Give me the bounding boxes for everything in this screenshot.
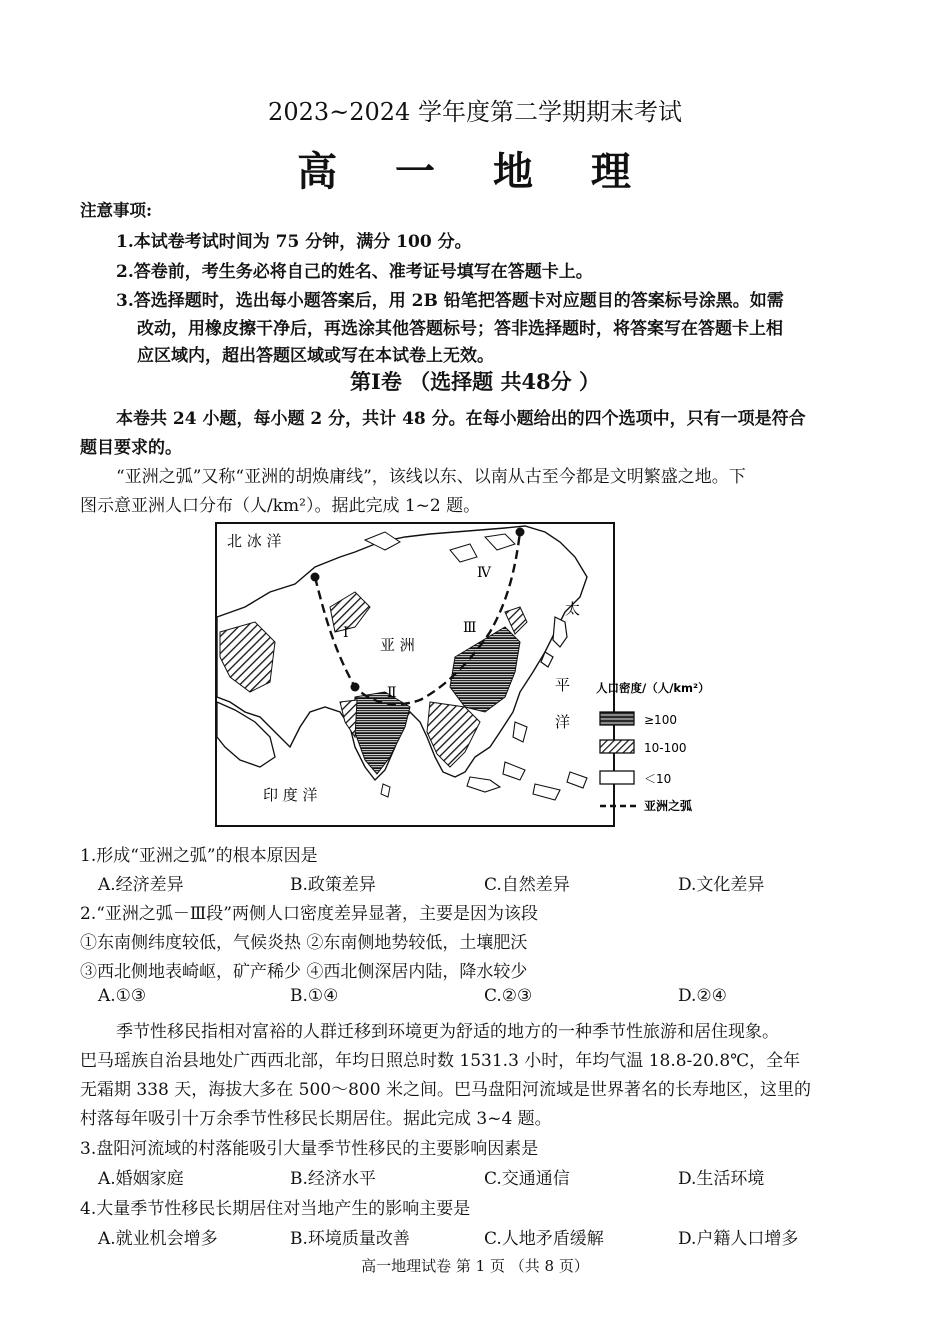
q2-statements-2: ③西北侧地表崎岖，矿产稀少 ④西北侧深居内陆，降水较少 xyxy=(80,962,528,982)
legend-swatch-low xyxy=(600,771,634,784)
q4-option-b: B.环境质量改善 xyxy=(290,1229,410,1249)
asia-population-map xyxy=(215,522,615,827)
notice-heading: 注意事项: xyxy=(80,201,153,220)
q1-option-d: D.文化差异 xyxy=(678,875,765,895)
label-segment-3: Ⅲ xyxy=(463,620,477,636)
q1-stem: 1.形成“亚洲之弧”的根本原因是 xyxy=(80,846,318,866)
notice-item-3-cont: 改动，用橡皮擦干净后，再选涂其他答题标号；答非选择题时，将答案写在答题卡上相 xyxy=(137,319,783,339)
label-indian-ocean: 印 度 洋 xyxy=(263,786,318,804)
section-intro-cont: 题目要求的。 xyxy=(80,438,182,458)
notice-item-3-cont2: 应区域内，超出答题区域或写在本试卷上无效。 xyxy=(137,346,494,366)
passage2-line3: 无霜期 338 天，海拔大多在 500～800 米之间。巴马盘阳河流域是世界著名的长寿地区，这里的 xyxy=(80,1080,811,1100)
page-footer: 高一地理试卷 第 1 页 （共 8 页） xyxy=(361,1257,589,1275)
q2-option-a: A.①③ xyxy=(98,986,147,1006)
q2-statements-1: ①东南侧纬度较低，气候炎热 ②东南侧地势较低，土壤肥沃 xyxy=(80,933,528,953)
map-legend xyxy=(596,680,746,820)
passage1-line1: “亚洲之弧”又称“亚洲的胡焕庸线”，该线以东、以南从古至今都是文明繁盛之地。下 xyxy=(116,467,746,487)
q3-option-a: A.婚姻家庭 xyxy=(98,1169,184,1189)
section-title: 第Ⅰ卷 （选择题 共48分 ） xyxy=(350,369,600,394)
q1-option-a: A.经济差异 xyxy=(98,875,184,895)
q4-stem: 4.大量季节性移民长期居住对当地产生的影响主要是 xyxy=(80,1199,471,1219)
arc-point-middle xyxy=(351,683,360,692)
passage2-line2: 巴马瑶族自治县地处广西西北部，年均日照总时数 1531.3 小时，年均气温 18.8-20.8℃，全年 xyxy=(80,1051,801,1071)
subject-title: 高 一 地 理 xyxy=(297,148,653,195)
notice-item-3: 3.答选择题时，选出每小题答案后，用 2B 铅笔把答题卡对应题目的答案标号涂黑。如需 xyxy=(116,291,784,311)
exam-title: 2023~2024 学年度第二学期期末考试 xyxy=(268,98,682,126)
label-arctic-ocean: 北 冰 洋 xyxy=(227,532,282,550)
notice-item-1: 1.本试卷考试时间为 75 分钟，满分 100 分。 xyxy=(116,232,472,252)
label-segment-1: Ⅰ xyxy=(343,625,349,641)
arc-endpoint-northeast xyxy=(516,528,525,537)
q3-option-d: D.生活环境 xyxy=(678,1169,765,1189)
legend-swatch-mid xyxy=(600,740,634,753)
passage1-line2: 图示意亚洲人口分布（人/km²）。据此完成 1~2 题。 xyxy=(80,496,481,516)
legend-label-mid: 10-100 xyxy=(644,741,687,755)
label-pacific-2: 平 xyxy=(555,676,571,694)
q1-option-c: C.自然差异 xyxy=(484,875,570,895)
q2-option-c: C.②③ xyxy=(484,986,533,1006)
label-pacific-1: 太 xyxy=(565,600,581,618)
legend-swatch-high xyxy=(600,712,634,725)
label-asia: 亚 洲 xyxy=(380,636,415,654)
q4-option-d: D.户籍人口增多 xyxy=(678,1229,799,1249)
legend-title: 人口密度/（人/km²） xyxy=(596,681,710,695)
q2-option-b: B.①④ xyxy=(290,986,339,1006)
q2-option-d: D.②④ xyxy=(678,986,727,1006)
passage2-line1: 季节性移民指相对富裕的人群迁移到环境更为舒适的地方的一种季节性旅游和居住现象。 xyxy=(116,1022,779,1042)
section-intro: 本卷共 24 小题，每小题 2 分，共计 48 分。在每小题给出的四个选项中，只有一项是符合 xyxy=(116,409,806,429)
sri-lanka xyxy=(381,784,390,797)
label-segment-4: Ⅳ xyxy=(477,565,491,581)
q3-option-c: C.交通通信 xyxy=(484,1169,570,1189)
q1-option-b: B.政策差异 xyxy=(290,875,376,895)
legend-label-arc: 亚洲之弧 xyxy=(644,799,693,813)
q4-option-c: C.人地矛盾缓解 xyxy=(484,1229,604,1249)
q4-option-a: A.就业机会增多 xyxy=(98,1229,218,1249)
q3-option-b: B.经济水平 xyxy=(290,1169,376,1189)
arc-endpoint-northwest xyxy=(311,573,320,582)
q2-stem: 2.“亚洲之弧－Ⅲ段”两侧人口密度差异显著，主要是因为该段 xyxy=(80,904,538,924)
notice-item-2: 2.答卷前，考生务必将自己的姓名、准考证号填写在答题卡上。 xyxy=(116,262,593,282)
label-segment-2: Ⅱ xyxy=(387,685,397,701)
legend-label-high: ≥100 xyxy=(644,713,677,727)
q3-stem: 3.盘阳河流域的村落能吸引大量季节性移民的主要影响因素是 xyxy=(80,1139,539,1159)
label-pacific-3: 洋 xyxy=(555,713,571,731)
legend-label-low: ＜10 xyxy=(644,772,672,786)
passage2-line4: 村落每年吸引十万余季节性移民长期居住。据此完成 3~4 题。 xyxy=(80,1109,552,1129)
